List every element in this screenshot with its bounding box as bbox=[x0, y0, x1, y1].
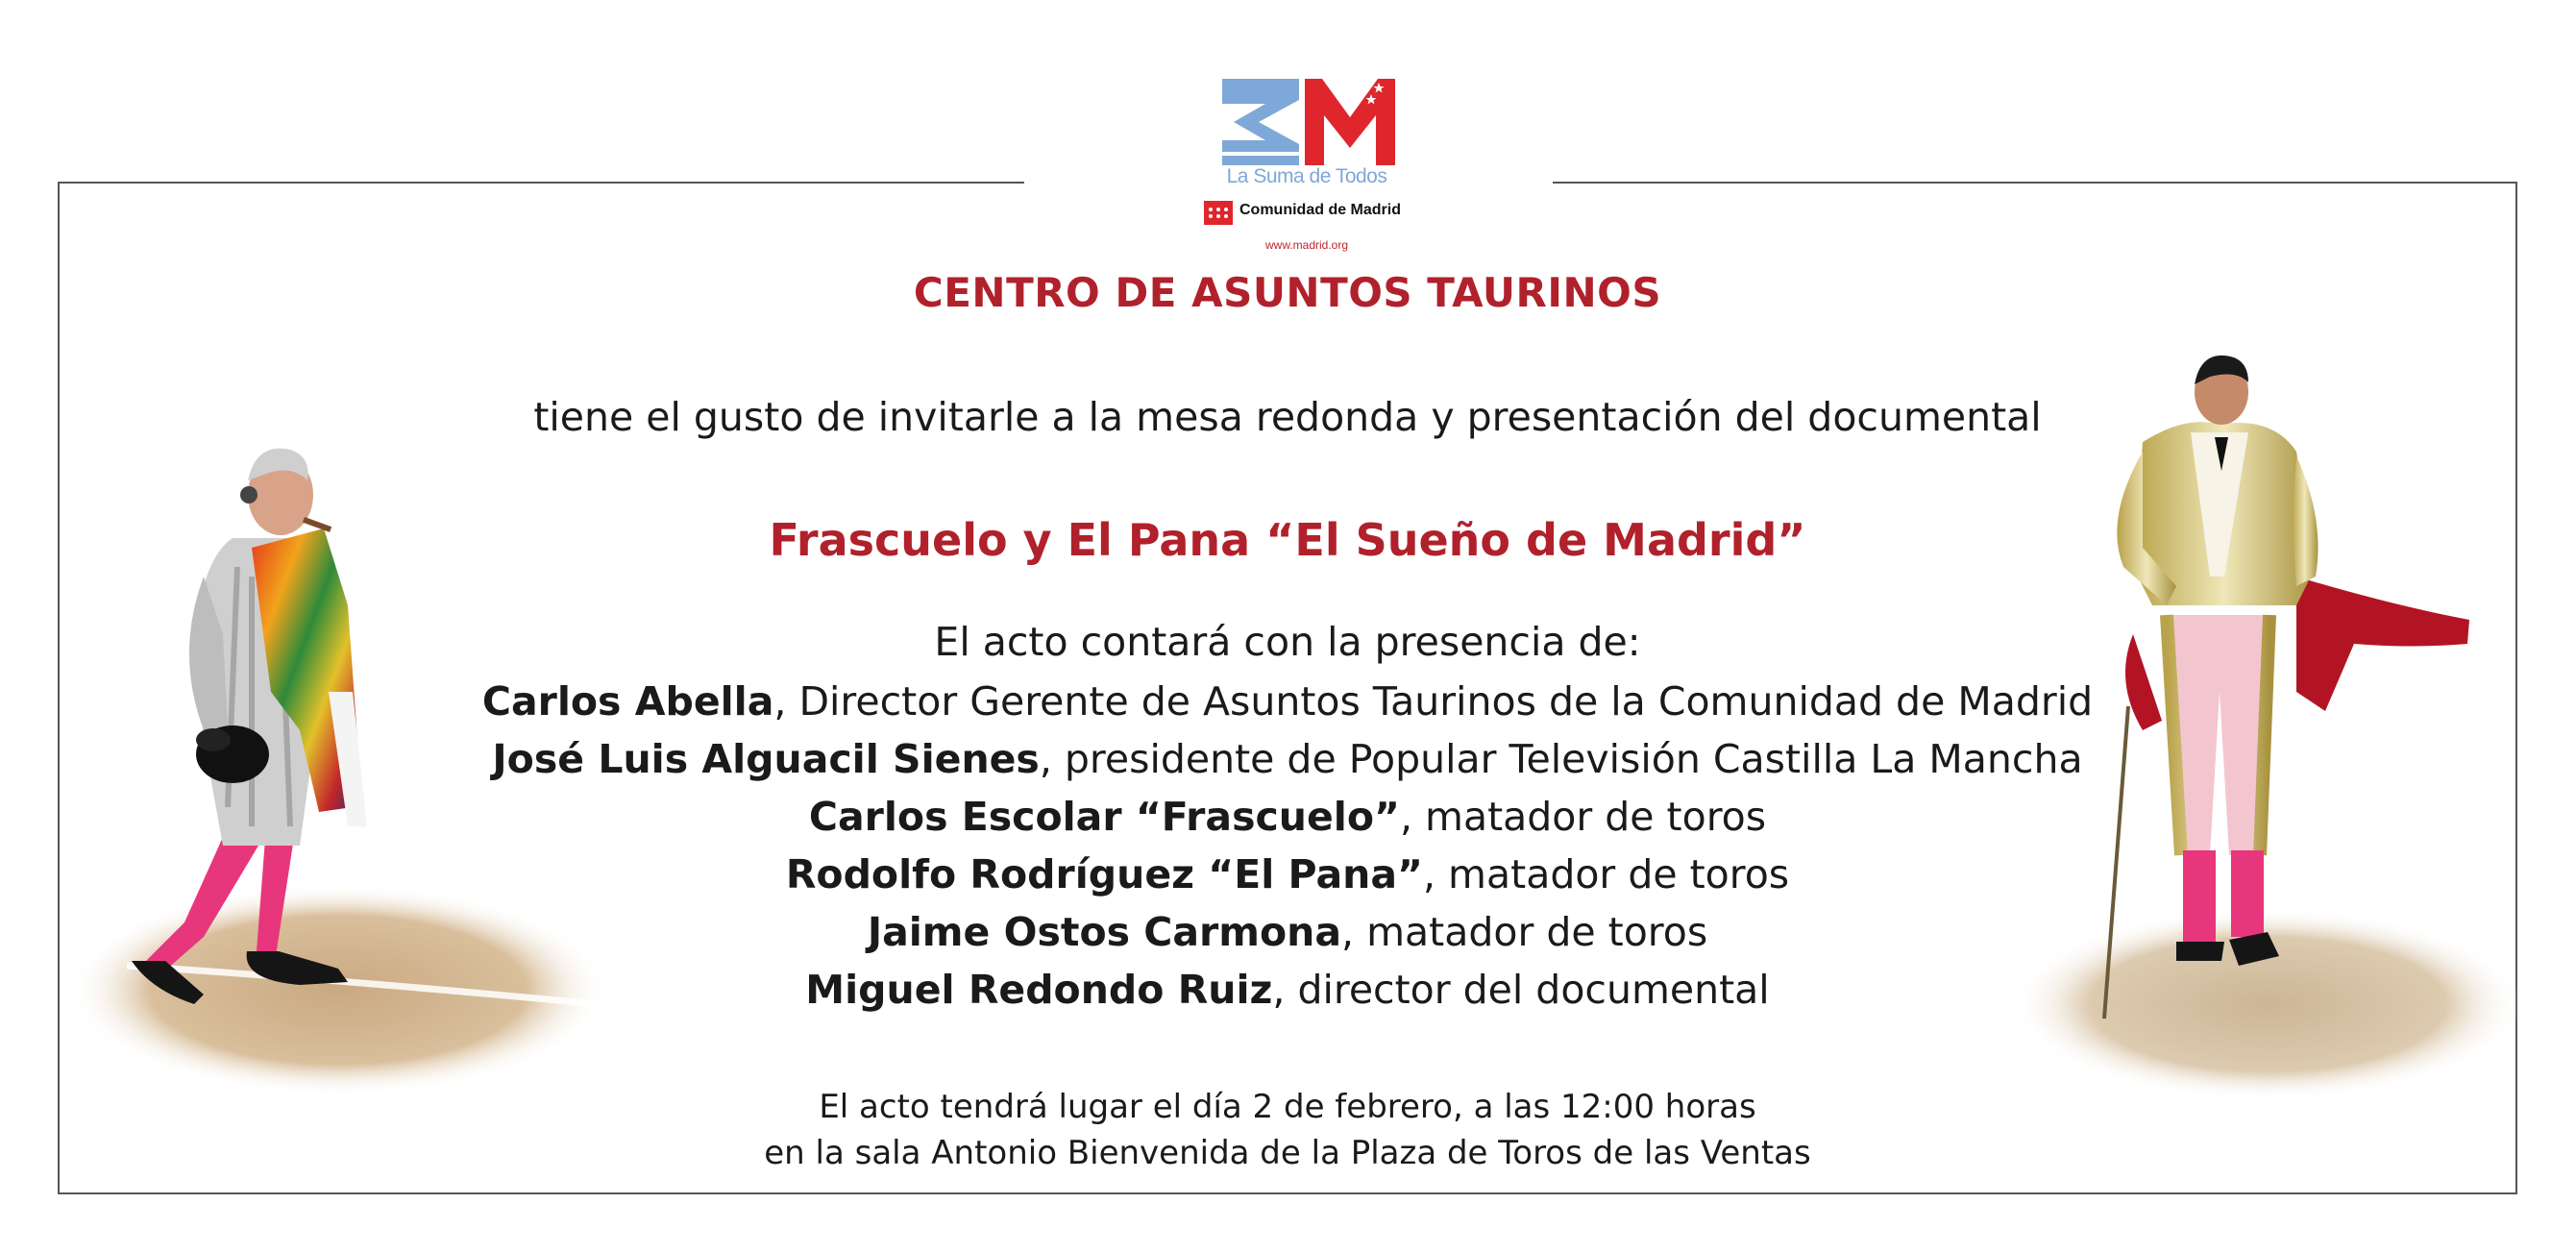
comunidad-madrid-logo bbox=[1201, 79, 1422, 261]
presence-intro: El acto contará con la presencia de: bbox=[934, 619, 1641, 665]
guest-role: , presidente de Popular Televisión Castilla La Mancha bbox=[1039, 736, 2083, 782]
guest-role: , matador de toros bbox=[1399, 794, 1767, 840]
guest-name: Carlos Escolar “Frascuelo” bbox=[808, 794, 1400, 840]
guest-item bbox=[452, 846, 2123, 903]
guest-role: , director del documental bbox=[1272, 967, 1770, 1013]
guest-role: , matador de toros bbox=[1422, 851, 1790, 897]
event-details bbox=[452, 1084, 2123, 1176]
guest-role: , Director Gerente de Asuntos Taurinos de la Comunidad de Madrid bbox=[773, 678, 2094, 725]
guest-item bbox=[452, 673, 2123, 730]
guest-name: José Luis Alguacil Sienes bbox=[492, 736, 1040, 782]
guest-list bbox=[452, 673, 2123, 1019]
guest-name: Miguel Redondo Ruiz bbox=[805, 967, 1273, 1013]
guest-item bbox=[452, 788, 2123, 846]
guest-item bbox=[452, 903, 2123, 961]
event-venue-line: en la sala Antonio Bienvenida de la Plaza de Toros de las Ventas bbox=[764, 1134, 1811, 1172]
matador-right-photo bbox=[2008, 327, 2527, 1105]
website-url: www.madrid.org bbox=[1264, 238, 1349, 252]
guest-role: , matador de toros bbox=[1341, 909, 1708, 955]
heading: CENTRO DE ASUNTOS TAURINOS bbox=[913, 269, 1662, 316]
org-name: Comunidad de Madrid bbox=[1239, 202, 1401, 218]
event-date-line: El acto tendrá lugar el día 2 de febrero, a las 12:00 horas bbox=[819, 1088, 1756, 1126]
invitation-text: tiene el gusto de invitarle a la mesa redonda y presentación del documental bbox=[533, 394, 2042, 440]
comunidad-madrid-label bbox=[1201, 199, 1422, 228]
guest-name: Jaime Ostos Carmona bbox=[867, 909, 1342, 955]
matador-left-photo bbox=[60, 288, 602, 1095]
documentary-title: Frascuelo y El Pana “El Sueño de Madrid” bbox=[769, 514, 1806, 566]
guest-item bbox=[452, 961, 2123, 1019]
logo-tagline: La Suma de Todos bbox=[1226, 165, 1387, 187]
guest-name: Rodolfo Rodríguez “El Pana” bbox=[785, 851, 1423, 897]
guest-item bbox=[452, 730, 2123, 788]
madrid-flag-icon bbox=[1204, 201, 1233, 225]
em-logo-mark bbox=[1222, 79, 1395, 165]
guest-name: Carlos Abella bbox=[481, 678, 774, 725]
